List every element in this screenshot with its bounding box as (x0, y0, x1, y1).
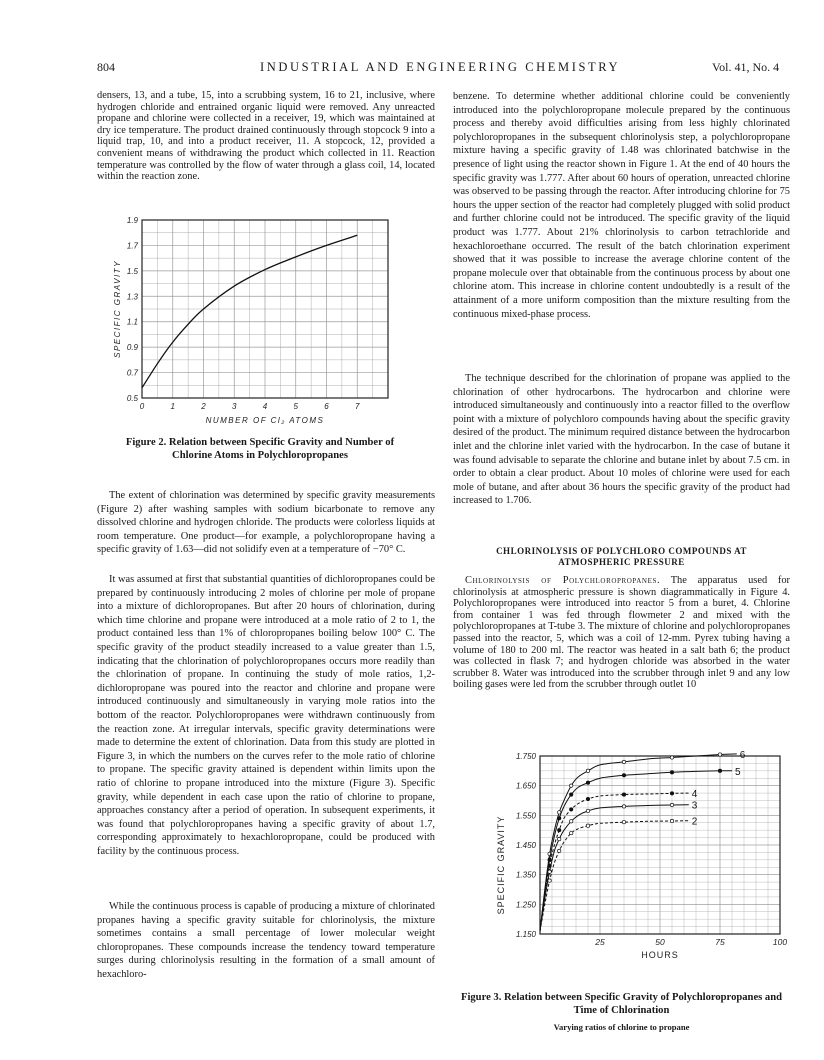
x-tick-label: 1 (170, 402, 175, 411)
figure-2-chart (110, 212, 400, 432)
data-point (622, 774, 625, 777)
data-point (718, 753, 721, 756)
y-tick-label: 0.9 (126, 343, 138, 353)
data-point (622, 760, 625, 763)
series-label: 4 (691, 789, 698, 801)
right-paragraph-1 (453, 90, 790, 321)
page-number: 804 (97, 60, 115, 74)
y-tick-label: 1.5 (126, 266, 138, 276)
y-tick-label: 1.350 (515, 870, 536, 880)
y-axis-label: SPECIFIC GRAVITY (496, 815, 506, 915)
x-tick-label: 0 (139, 402, 145, 411)
y-tick-label: 1.7 (126, 241, 138, 251)
series-line-2 (540, 821, 689, 931)
data-point (586, 809, 589, 812)
series-label: 6 (739, 749, 746, 761)
x-tick-label: 6 (324, 402, 329, 411)
left-paragraph-4 (97, 900, 435, 982)
y-tick-label: 1.450 (515, 841, 536, 850)
data-point (718, 769, 721, 772)
data-point (670, 792, 673, 795)
y-tick-label: 0.7 (126, 368, 138, 378)
data-point (570, 793, 573, 796)
data-point (558, 837, 561, 840)
paragraph-text: The extent of chlorination was determined by specific gravity measurements (Figure 2) after washing samples with sodium bicarbonate to remove any dissolved chlorine and hydrogen chloride. The products were colorless liquids at room temperature. One product—for example, a polychloropropane having a specific gravity of 1.63—did not solidify even at a temperature of −70° C. (97, 490, 435, 556)
series-label: 3 (691, 800, 698, 812)
x-tick-label: 5 (293, 402, 298, 411)
paragraph-text: benzene. To determine whether additional chlorine could be conveniently introduced into the polychloropropane molecule prepared by the continuous process and thereby avoid difficulties arising from less highly chlorinated polychloropropanes in the subsequent chlorinolysis step, a polychloropropane mixture having a specific gravity of 1.48 was chlorinated batchwise in the presence of light using the reactor shown in Figure 1. At the end of 40 hours the specific gravity was 1.777. After about 60 hours of operation, unreacted chlorine was observed to be passing through the reactor. After introducing chlorine for 75 hours the upper section of the reactor had completely plugged with solid product and further chlorine could not be introduced. The specific gravity of the liquid product was 1.777. About 21% chlorinolysis to carbon tetrachloride and hexachloroethane occurred. The result of the batch chlorination experiment showed that it was possible to increase the average chlorine content of the propane molecule over that obtainable from the continuous process by about one chlorine atom. This increase in chlorine content undoubtedly is a result of the attainment of a more uniform composition than the mixture resulting from the continuous mixed-phase process. (453, 91, 790, 320)
data-point (622, 793, 625, 796)
right-paragraph-3 (453, 575, 790, 691)
left-paragraph-3 (97, 573, 435, 858)
y-tick-label: 1.550 (515, 811, 536, 821)
y-tick-label: 1.750 (515, 752, 536, 761)
y-tick-label: 1.150 (515, 930, 536, 939)
x-tick-label: 3 (232, 402, 237, 411)
x-axis-label: HOURS (641, 950, 679, 960)
figure-3-caption: Figure 3. Relation between Specific Gravity of Polychloropropanes and Time of Chlorination (460, 992, 783, 1016)
data-point (558, 828, 561, 831)
data-point (670, 771, 673, 774)
data-point (622, 805, 625, 808)
paragraph-text: The apparatus used for chlorinolysis at atmospheric pressure is shown diagrammatically in Figure 4. Polychloropropanes were introduced into reactor 5 from a buret, 4. Chlorine from container 1 was fed through flowmeter 2 and mixed with the polychloropropanes at T-tube 3. The mixture of chlorine and polychloropropanes passed into the reactor, 5, which was a coil of 12-mm. Pyrex tubing having a volume of 180 to 200 ml. The reactor was heated in a salt bath 6; the product was collected in flask 7; and hydrogen chloride was absorbed in the water scrubber 8. Water was introduced into the scrubber through inlet 9 and any low boiling gases were led from the scrubber through outlet 10 (453, 575, 790, 691)
data-point (670, 756, 673, 759)
y-tick-label: 0.5 (126, 394, 138, 403)
data-point (570, 820, 573, 823)
x-axis-label: NUMBER OF Cl₂ ATOMS (205, 416, 325, 425)
data-point (570, 831, 573, 834)
data-point (570, 808, 573, 811)
series-label: 5 (735, 766, 741, 778)
series-label: 2 (691, 816, 698, 828)
x-tick-label: 2 (201, 402, 206, 411)
section-heading: CHLORINOLYSIS OF POLYCHLORO COMPOUNDS AT ATMOSPHERIC PRESSURE (496, 546, 747, 567)
x-tick-label: 50 (655, 937, 665, 947)
data-point (586, 824, 589, 827)
volume-label: Vol. 41, No. 4 (712, 60, 780, 74)
x-tick-label: 25 (595, 937, 605, 947)
page-header (0, 60, 824, 76)
paragraph-text: While the continuous process is capable of producing a mixture of chlorinated propanes having a specific gravity suitable for chlorinolysis, the mixture sometimes contains a small percentage of lower molecular weight chloropropanes. These compounds increase the tendency toward temperature surges during chlorinolysis resulting in the formation of a small amount of hexachloro- (97, 901, 435, 980)
data-point (548, 879, 551, 882)
data-point (670, 803, 673, 806)
paragraph-text: densers, 13, and a tube, 15, into a scrubbing system, 16 to 21, inclusive, where hydrogen chloride and entrained organic liquid were removed. Any unreacted propane and chlorine were collected in a receiver, 19, which was maintained at dry ice temperature. The product drained continuously through stopcock 9 into a liquid trap, 10, and into a product receiver, 11. A stopcock, 12, provided a convenient means of withdrawing the product which collected in 11. Reaction temperature was controlled by the flow of water through a glass coil, 14, located within the reaction zone. (97, 90, 435, 183)
series-line-4 (540, 793, 689, 931)
data-point (558, 817, 561, 820)
paragraph-text: The technique described for the chlorination of propane was applied to the chlorination of other hydrocarbons. The hydrocarbon and chlorine were introduced simultaneously and continuously into a reactor filled to the overflow point with a mixture of polychloro compounds having about the specific gravity desired of the product. The minimum required distance between the hydrocarbon inlet and the chlorine inlet varied with the hydrocarbon. In the case of butane it was found advisable to separate the chlorine and butane inlet by about 7.5 cm. in order to obtain a clear product. About 10 moles of chlorine were used for each mole of butane, and after about 36 hours the specific gravity of the product had increased to 1.706. (453, 373, 790, 507)
y-axis-label: SPECIFIC GRAVITY (113, 260, 122, 358)
paragraph-text: It was assumed at first that substantial quantities of dichloropropanes could be prepared by continuously introducing 2 moles of chlorine per mole of propane into a mixture of dichloropropanes. But after 20 hours of chlorination, during which time chlorine and propane were introduced at a mole ratio of 2 to 1, the product contained less than 1% of chloropropanes boiling below 100° C. The specific gravity of the product steadily increased to a value greater than 1.5, indicating that the chlorination of polychloropropanes occurs more readily than the chlorination of propane. In continuing the study of mole ratios, 1,2-dichloropropane was poured into the reactor and chlorine and propane were introduced continuously and simultaneously in varying mole ratios into the bottom of the reactor. Polychloropropanes were withdrawn continuously from the reaction zone. At irregular intervals, specific gravity determinations were made to determine the extent of chlorination. Data from this study are plotted in Figure 3, in which the numbers on the curves refer to the mole ratio of chlorine to propane. The specific gravity attained is dependent within limits upon the ratio of chlorine to propane introduced into the mixture (Figure 3). Specific gravity, while dependent in each case upon the ratio of chlorine to propane, approaches constancy after a period of operation. In subsequent experiments, it was found that polychloropropanes having a specific gravity of about 1.7, corresponding approximately to hexachloropropane, could be produced with facility by the continuous process. (97, 574, 435, 857)
data-point (622, 820, 625, 823)
figure-2-caption: Figure 2. Relation between Specific Gravity and Number of Chlorine Atoms in Polychloropropanes (125, 437, 395, 461)
y-tick-label: 1.9 (126, 216, 138, 225)
run-in-heading: Chlorinolysis of Polychloropropanes. (465, 575, 661, 586)
figure-3-subcaption: Varying ratios of chlorine to propane (553, 1022, 690, 1032)
left-paragraph-1 (97, 90, 435, 183)
series-line-3 (540, 805, 689, 931)
x-tick-label: 4 (262, 402, 268, 411)
data-point (558, 849, 561, 852)
data-point (586, 797, 589, 800)
y-tick-label: 1.650 (515, 781, 536, 791)
right-paragraph-2 (453, 372, 790, 508)
x-tick-label: 100 (772, 937, 788, 947)
y-tick-label: 1.3 (126, 292, 138, 302)
journal-title: INDUSTRIAL AND ENGINEERING CHEMISTRY (260, 60, 621, 74)
data-point (548, 870, 551, 873)
data-point (586, 769, 589, 772)
y-tick-label: 1.250 (515, 900, 536, 910)
data-point (670, 819, 673, 822)
y-tick-label: 1.1 (126, 317, 138, 327)
data-point (570, 784, 573, 787)
x-tick-label: 75 (715, 937, 725, 947)
x-tick-label: 7 (355, 402, 360, 411)
figure-3-chart (482, 748, 792, 968)
left-paragraph-2 (97, 489, 435, 557)
data-point (586, 781, 589, 784)
